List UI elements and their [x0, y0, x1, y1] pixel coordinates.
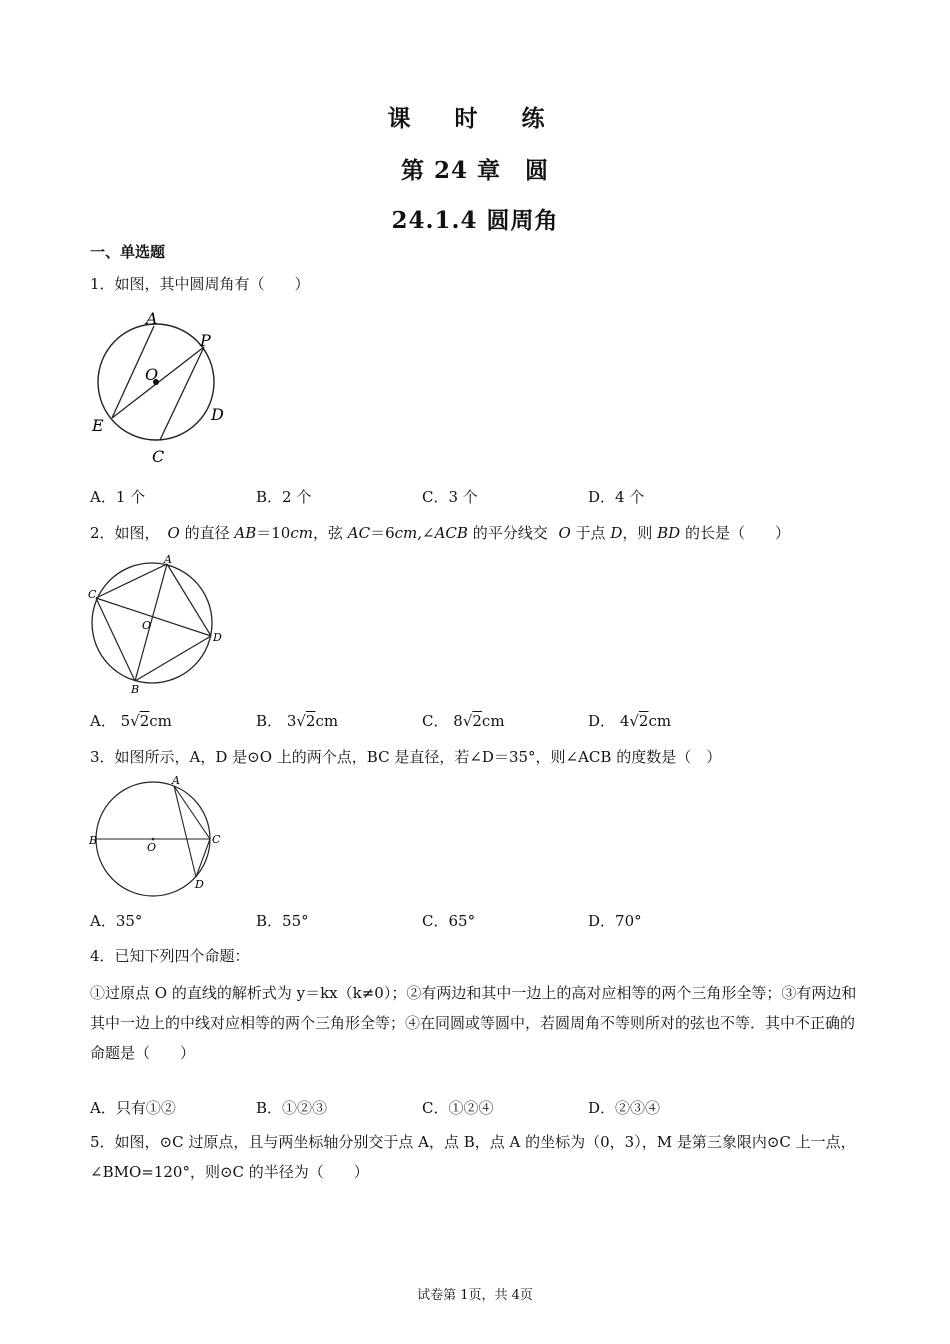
lesson-title: 24.1.4 圆周角: [391, 207, 559, 234]
section-title: 一、单选题: [90, 243, 166, 261]
q3-option-b: B．55°: [256, 912, 309, 930]
label-a: A: [164, 553, 172, 566]
chapter-title: 第 24 章 圆: [400, 157, 550, 184]
question-1-stem: 1．如图，其中圆周角有（ ）: [90, 275, 310, 293]
q4-option-b: B．①②③: [256, 1099, 328, 1117]
label-o: O: [142, 619, 152, 632]
label-c: C: [88, 588, 97, 601]
label-e: E: [92, 416, 104, 435]
q2-option-d: D． 4√2cm: [588, 712, 672, 730]
label-o: O: [145, 365, 159, 384]
q1-option-a: A．1 个: [90, 488, 146, 506]
chord-ac: [96, 564, 167, 598]
label-a: A: [146, 309, 158, 328]
label-b: B: [131, 683, 140, 696]
label-o: O: [147, 841, 157, 854]
chord-ac: [174, 786, 210, 839]
q1-option-b: B．2 个: [256, 488, 312, 506]
document-title: 课 时 练: [387, 105, 563, 132]
question-2-stem: 2．如图， O 的直径 AB＝10cm，弦 AC＝6cm,∠ACB 的平分线交 O 于点 D，则 BD 的长是（ ）: [90, 524, 790, 542]
page-footer: 试卷第 1页，共 4页: [417, 1288, 533, 1303]
label-a: A: [172, 774, 180, 787]
question-3-stem: 3．如图所示，A，D 是⊙O 上的两个点，BC 是直径，若∠D＝35°，则∠ACB 的度数是（ ）: [90, 748, 722, 766]
label-d: D: [213, 631, 222, 644]
q2-option-a: A． 5√2cm: [90, 712, 172, 730]
q4-option-c: C．①②④: [422, 1099, 494, 1117]
circle-o: [92, 563, 212, 683]
question-5-body: 5．如图，⊙C 过原点，且与两坐标轴分别交于点 A，点 B，点 A 的坐标为（0，3），M 是第三象限内⊙C 上一点，∠BMO=120°，则⊙C 的半径为（ ）: [90, 1133, 856, 1181]
q1-option-c: C．3 个: [422, 488, 478, 506]
question-4-body: ①过原点 O 的直线的解析式为 y＝kx（k≠0）；②有两边和其中一边上的高对应相等的两个三角形全等；③有两边和其中一边上的中线对应相等的两个三角形全等；④在同圆或等圆中，若圆周角不等则所对的弦也不等．其中不正确的命题是（ ）: [90, 984, 857, 1062]
label-p: P: [200, 331, 211, 350]
chord-ad: [167, 564, 211, 636]
q4-option-d: D．②③④: [588, 1099, 661, 1117]
q2-option-b: B． 3√2cm: [256, 712, 339, 730]
question-4-stem: 4．已知下列四个命题：: [90, 947, 250, 965]
q2-option-c: C． 8√2cm: [422, 712, 505, 730]
chord-cb: [96, 598, 135, 681]
chord-cd: [196, 839, 210, 877]
q3-option-a: A．35°: [90, 912, 143, 930]
q3-option-d: D．70°: [588, 912, 642, 930]
chord-cd: [96, 598, 211, 636]
q1-option-d: D．4 个: [588, 488, 645, 506]
q4-option-a: A．只有①②: [90, 1099, 176, 1117]
label-d: D: [211, 405, 224, 424]
question-2-figure: [86, 552, 226, 697]
chord-pc: [160, 347, 204, 440]
label-c: C: [152, 447, 165, 466]
q3-option-c: C．65°: [422, 912, 476, 930]
label-d: D: [195, 878, 204, 891]
label-c: C: [212, 833, 221, 846]
chord-ad: [174, 786, 196, 877]
label-b: B: [89, 834, 98, 847]
center-point: [152, 838, 155, 841]
question-1-figure: [88, 302, 238, 472]
question-3-figure: [88, 774, 228, 899]
